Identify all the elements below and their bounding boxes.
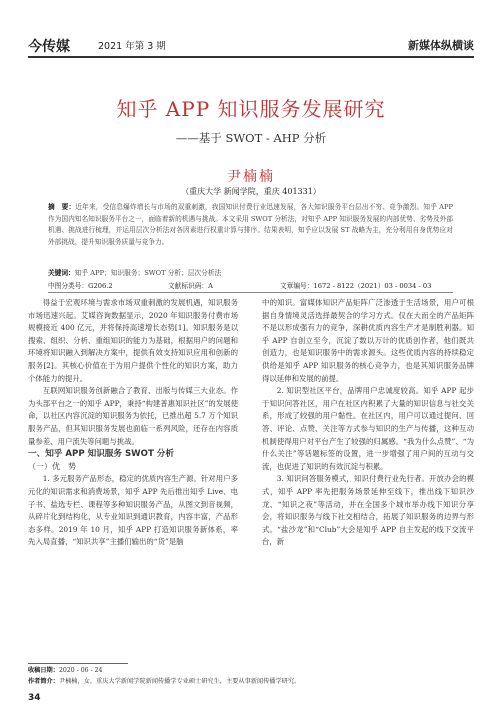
- right-column: [262, 297, 474, 549]
- article-number: 文章编号：1672 - 8122（2021）03 - 0034 - 03: [280, 282, 432, 290]
- received-date: [28, 666, 474, 677]
- keywords-label: 关键词：: [48, 269, 75, 277]
- received-value: 2020 - 06 - 24: [58, 667, 103, 674]
- keywords-text: 知乎 APP；知识服务；SWOT 分析；层次分析法: [74, 269, 222, 277]
- paragraph: 中的知识。富媒体知识产品矩阵广泛渗透于生活场景，用户可根据自身情境灵活选择最契合的学习方式。仅在大而全的产品矩阵不是以形成强有力的竞争，深耕优质内容生产才是制胜利器。知乎 APP 自创立至今，沉淀了数以万计的优质创作者，他们既共创造力，也是知识服务中的需求源头。这些优质内容的持续稳定供给是知乎 APP 知识服务的核心竞争力，也是其知识服务品牌得以延伸和发展的前提。: [262, 298, 474, 383]
- abstract-rule: [48, 292, 453, 293]
- paragraph: 2. 知识型社区平台，品牌用户忠诚度较高。知乎 APP 起步于知识问答社区，用户在社区内积累了大量的知识信息与社交关系，形成了较强的用户黏性。在社区内，用户可以通过提问、回答、评论、点赞、关注等方式参与知识的生产与传播，这种互动机制使得用户对平台产生了较强的归属感。“我为什么点赞”、“为什么关注”等话题标签的设置，进一步增强了用户间的互动与交流，也促进了知识的有效沉淀与积累。: [262, 386, 474, 471]
- clc-number: 中图分类号：G206.2: [48, 282, 113, 290]
- left-column: [28, 297, 238, 549]
- page-number: 34: [28, 693, 41, 703]
- author-bio: [28, 677, 474, 688]
- author-bio-text: 尹楠楠，女，重庆大学新闻学院新闻传播学专业硕士研究生，主要从事新闻传播学研究。: [58, 677, 301, 685]
- author-affiliation: （重庆大学 新闻学院，重庆 401331）: [181, 187, 321, 196]
- column-name: 新媒体纵横谈: [408, 39, 474, 52]
- footnote-rule: [28, 663, 128, 664]
- received-label: 收稿日期：: [28, 667, 59, 674]
- section-heading: 一、知乎 APP 知识服务 SWOT 分析: [28, 449, 174, 460]
- running-header: [28, 36, 474, 56]
- subsection-heading: （一）优 势: [28, 461, 76, 471]
- author-bio-label: 作者简介：: [28, 677, 59, 685]
- article-title: 知乎 APP 知识服务发展研究: [116, 97, 386, 121]
- journal-issue: 2021 年第 3 期: [98, 41, 166, 52]
- paragraph: 互联网知识服务创新融合了教育、出版与传媒三大业态。作为头部平台之一的知乎 APP，秉持“构建普惠知识社区”的发展使命，以社区内容沉淀的知识服务为依托，已推出超 5.7 万个知识服务产品，但其知识服务发展也面临一系列风险，还存在内容质量参差、用户流失等问题与挑战。: [28, 386, 238, 446]
- keywords: [48, 267, 453, 277]
- header-rule: [28, 56, 474, 58]
- footnote: [28, 666, 474, 687]
- paragraph: 1. 多元服务产品形态，稳定的优质内容生产源。针对用户多元化的知识需求和消费场景，知乎 APP 先后推出知乎 Live、电子书、盐选专栏、课程等多种知识服务产品，从图文到音视频，从碎片化到结构化，从专业知识到通识教育，内容丰富，产品形态多样。2019 年 10 月，知乎 APP 打造知识服务新体系，率先入局直播，“知识共享”主播们输出的“货”是脑: [28, 474, 238, 547]
- abstract-text: 近年来，受信息爆炸增长与市场的双重刺激，我国知识付费行业迅速发展，各大知识服务平台层出不穷、竞争激烈。知乎 APP 作为国内知名知识服务平台之一，面临着新的机遇与挑战。本文采用 SWOT 分析法，对知乎 APP 知识服务发展的内部优势、劣势及外部机遇、挑战进行梳理，并运用层次分析法对各因素进行权重计算与排序。结果表明，知乎应以发展 ST 战略为主，充分利用自身优势应对外部挑战，提升知识服务质量与竞争力。: [48, 203, 454, 246]
- journal-name: 今传媒: [28, 39, 70, 55]
- article-subtitle: ——基于 SWOT - AHP 分析: [175, 131, 327, 145]
- paragraph: 得益于宏观环境与需求市场双重刺激的发展机遇，知识服务市场迅速兴起。艾媒咨询数据显示，2020 年知识服务付费市场规模接近 400 亿元，并将保持高速增长态势[1]。知识服务是以搜索、组织、分析、重组知识的能力为基础，根据用户的问题和环境将知识融入到解决方案中，提供有效支持知识应用和创新的服务[2]。其核心价值在于为用户提供个性化的知识方案，助力个体能力的提升。: [28, 298, 238, 383]
- document-code: 文献标识码：A: [168, 282, 213, 290]
- paragraph: 3. 知识问答服务模式，知识付费行业先行者。开放办会的模式，知乎 APP 率先把服务场景延伸至线下，推出线下知识沙龙、“知识之夜”等活动，并在全国多个城市举办线下知识分享会，将知识服务与线下社交相结合，拓展了知识服务的边界与形式。“盐沙龙”和“Club”大会是知乎 APP 自主发起的线下交流平台，新: [262, 474, 474, 547]
- abstract-label: 摘 要：: [48, 203, 76, 211]
- author-name: 尹楠楠: [227, 169, 275, 185]
- abstract: [48, 202, 453, 248]
